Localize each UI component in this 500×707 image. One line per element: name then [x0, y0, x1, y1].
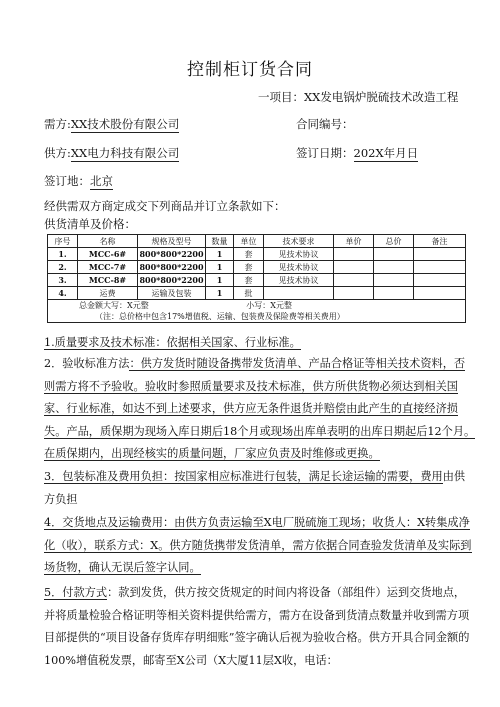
seller-line	[44, 145, 179, 161]
buyer-name: XX技术股份有限公司	[70, 117, 180, 131]
total-upper: 总金额大写：X元整	[79, 301, 149, 310]
table-cell	[414, 274, 466, 287]
table-cell: 800*800*2200	[139, 262, 204, 272]
table-cell: 运输及包装	[138, 287, 206, 300]
table-header: 技术要求	[264, 235, 334, 248]
table-cell	[334, 274, 374, 287]
clause-2-text: ：供方发货时随设备携带发货清单、产品合格证等相关技术资料，否则需方将不予验收。验收时参照质量要求及技术标准，供方所供货物必须达到相关国家、行业标准，如达不到上述要求，供方应无条件退货并赔偿由此产生的直接经济损失。产品，质保期为现场入库日期后18个月或现场出库单表明的出库日期起后12个月。在质保期内，出现经核实的质量问题，厂家应负责及时维修或更换。	[44, 357, 476, 460]
seller-name: XX电力科技有限公司	[70, 146, 180, 160]
table-row	[48, 287, 466, 300]
project-line: 一项目：XX发电锅炉脱硫技术改造工程	[258, 90, 459, 104]
seller-label: 供方:	[44, 146, 71, 160]
table-cell	[334, 248, 374, 261]
table-cell	[414, 287, 466, 300]
table-cell: 800*800*2200	[139, 249, 204, 259]
table-cell	[334, 287, 374, 300]
table-cell: 套	[234, 261, 264, 274]
table-cell: 1	[206, 248, 234, 261]
table-cell: 见技术协议	[264, 248, 334, 261]
table-total-row	[48, 300, 466, 323]
clause-5-heading: 5．付款方式	[44, 586, 108, 599]
table-cell: 4.	[48, 287, 78, 300]
table-cell: 运费	[78, 287, 138, 300]
clause-4	[44, 512, 476, 580]
table-cell: MCC-6#	[78, 248, 138, 261]
table-header: 备注	[414, 235, 466, 248]
sign-date-line	[296, 145, 418, 161]
sign-place-label: 签订地：	[44, 174, 90, 188]
table-cell: MCC-7#	[78, 261, 138, 274]
sign-place: 北京	[90, 174, 113, 188]
table-row	[48, 274, 466, 287]
sign-place-line	[44, 173, 113, 189]
clause-3-tail: 由供方负担	[44, 470, 466, 506]
table-header: 数量	[206, 235, 234, 248]
table-cell: 见技术协议	[264, 261, 334, 274]
table-cell	[264, 287, 334, 300]
table-cell: 2.	[48, 261, 78, 274]
list-title: 供货清单及价格：	[44, 217, 136, 231]
table-header: 总价	[374, 235, 414, 248]
contract-no-label: 合同编号：	[296, 117, 354, 131]
table-header: 单价	[334, 235, 374, 248]
table-cell: 套	[234, 274, 264, 287]
table-header: 序号	[48, 235, 78, 248]
table-cell	[374, 274, 414, 287]
sign-date-label: 签订日期：	[296, 146, 354, 160]
table-cell: 见技术协议	[264, 274, 334, 287]
table-cell: 800*800*2200	[139, 275, 204, 285]
contract-title: 控制柜订货合同	[187, 60, 313, 80]
table-cell: 3.	[48, 274, 78, 287]
table-cell	[374, 248, 414, 261]
sign-date: 202X年月日	[353, 146, 419, 160]
table-cell	[414, 261, 466, 274]
clause-3-heading: 3．包装标准及费用负担	[44, 470, 163, 483]
goods-table	[47, 234, 466, 323]
clause-1-text: 1.质量要求及技术标准：依据相关国家、行业标准。	[44, 336, 301, 349]
clause-5-text: ：款到发货，供方按交货规定的时间内将设备（部组件）运到交货地点，并将质量检验合格证明等相关资料提供给需方，需方在设备到货清点数量并收到需方项目部提供的“项目设备存货库存明细账”签字确认后视为验收合格。供方开具合同金额的100%增值税发票，邮寄至X公司（X大厦11层X收，电话：	[44, 586, 470, 667]
clause-4-text: 4．交货地点及运输费用：由供方负责运输至X电厂脱硫施工现场；收货人：X转集成净化（收），联系方式：X。供方随货携带发货清单，需方依据合同查验发货清单及实际到场货物，确认无误后签字认同。	[44, 516, 472, 574]
table-header-row	[48, 235, 466, 248]
intro-text: 经供需双方商定成交下列商品并订立条款如下：	[44, 199, 286, 213]
table-header: 规格及型号	[138, 235, 206, 248]
clause-2-heading: 2．验收标准方法	[44, 357, 130, 370]
clause-5	[44, 582, 476, 672]
table-cell: MCC-8#	[78, 274, 138, 287]
table-cell: 批	[234, 287, 264, 300]
table-cell	[414, 248, 466, 261]
table-cell: 1	[206, 287, 234, 300]
total-note: （注：总价格中包含17%增值税、运输、包装费及保险费等相关费用）	[95, 312, 345, 321]
table-cell: 1	[206, 261, 234, 274]
table-cell: 套	[234, 248, 264, 261]
total-lower: 小写：X元整	[246, 301, 292, 310]
table-cell	[334, 261, 374, 274]
clause-2	[44, 353, 476, 466]
buyer-label: 需方:	[44, 117, 71, 131]
table-cell: 1.	[48, 248, 78, 261]
clause-3-text: ：按国家相应标准进行包装，满足长途运输的需要，费用	[163, 470, 443, 483]
table-header: 名称	[78, 235, 138, 248]
clause-1	[44, 332, 476, 355]
clause-3	[44, 466, 476, 511]
table-header: 单位	[234, 235, 264, 248]
table-row	[48, 261, 466, 274]
buyer-line	[44, 116, 179, 132]
table-cell: 1	[206, 274, 234, 287]
table-row	[48, 248, 466, 261]
table-cell	[374, 287, 414, 300]
table-cell	[374, 261, 414, 274]
